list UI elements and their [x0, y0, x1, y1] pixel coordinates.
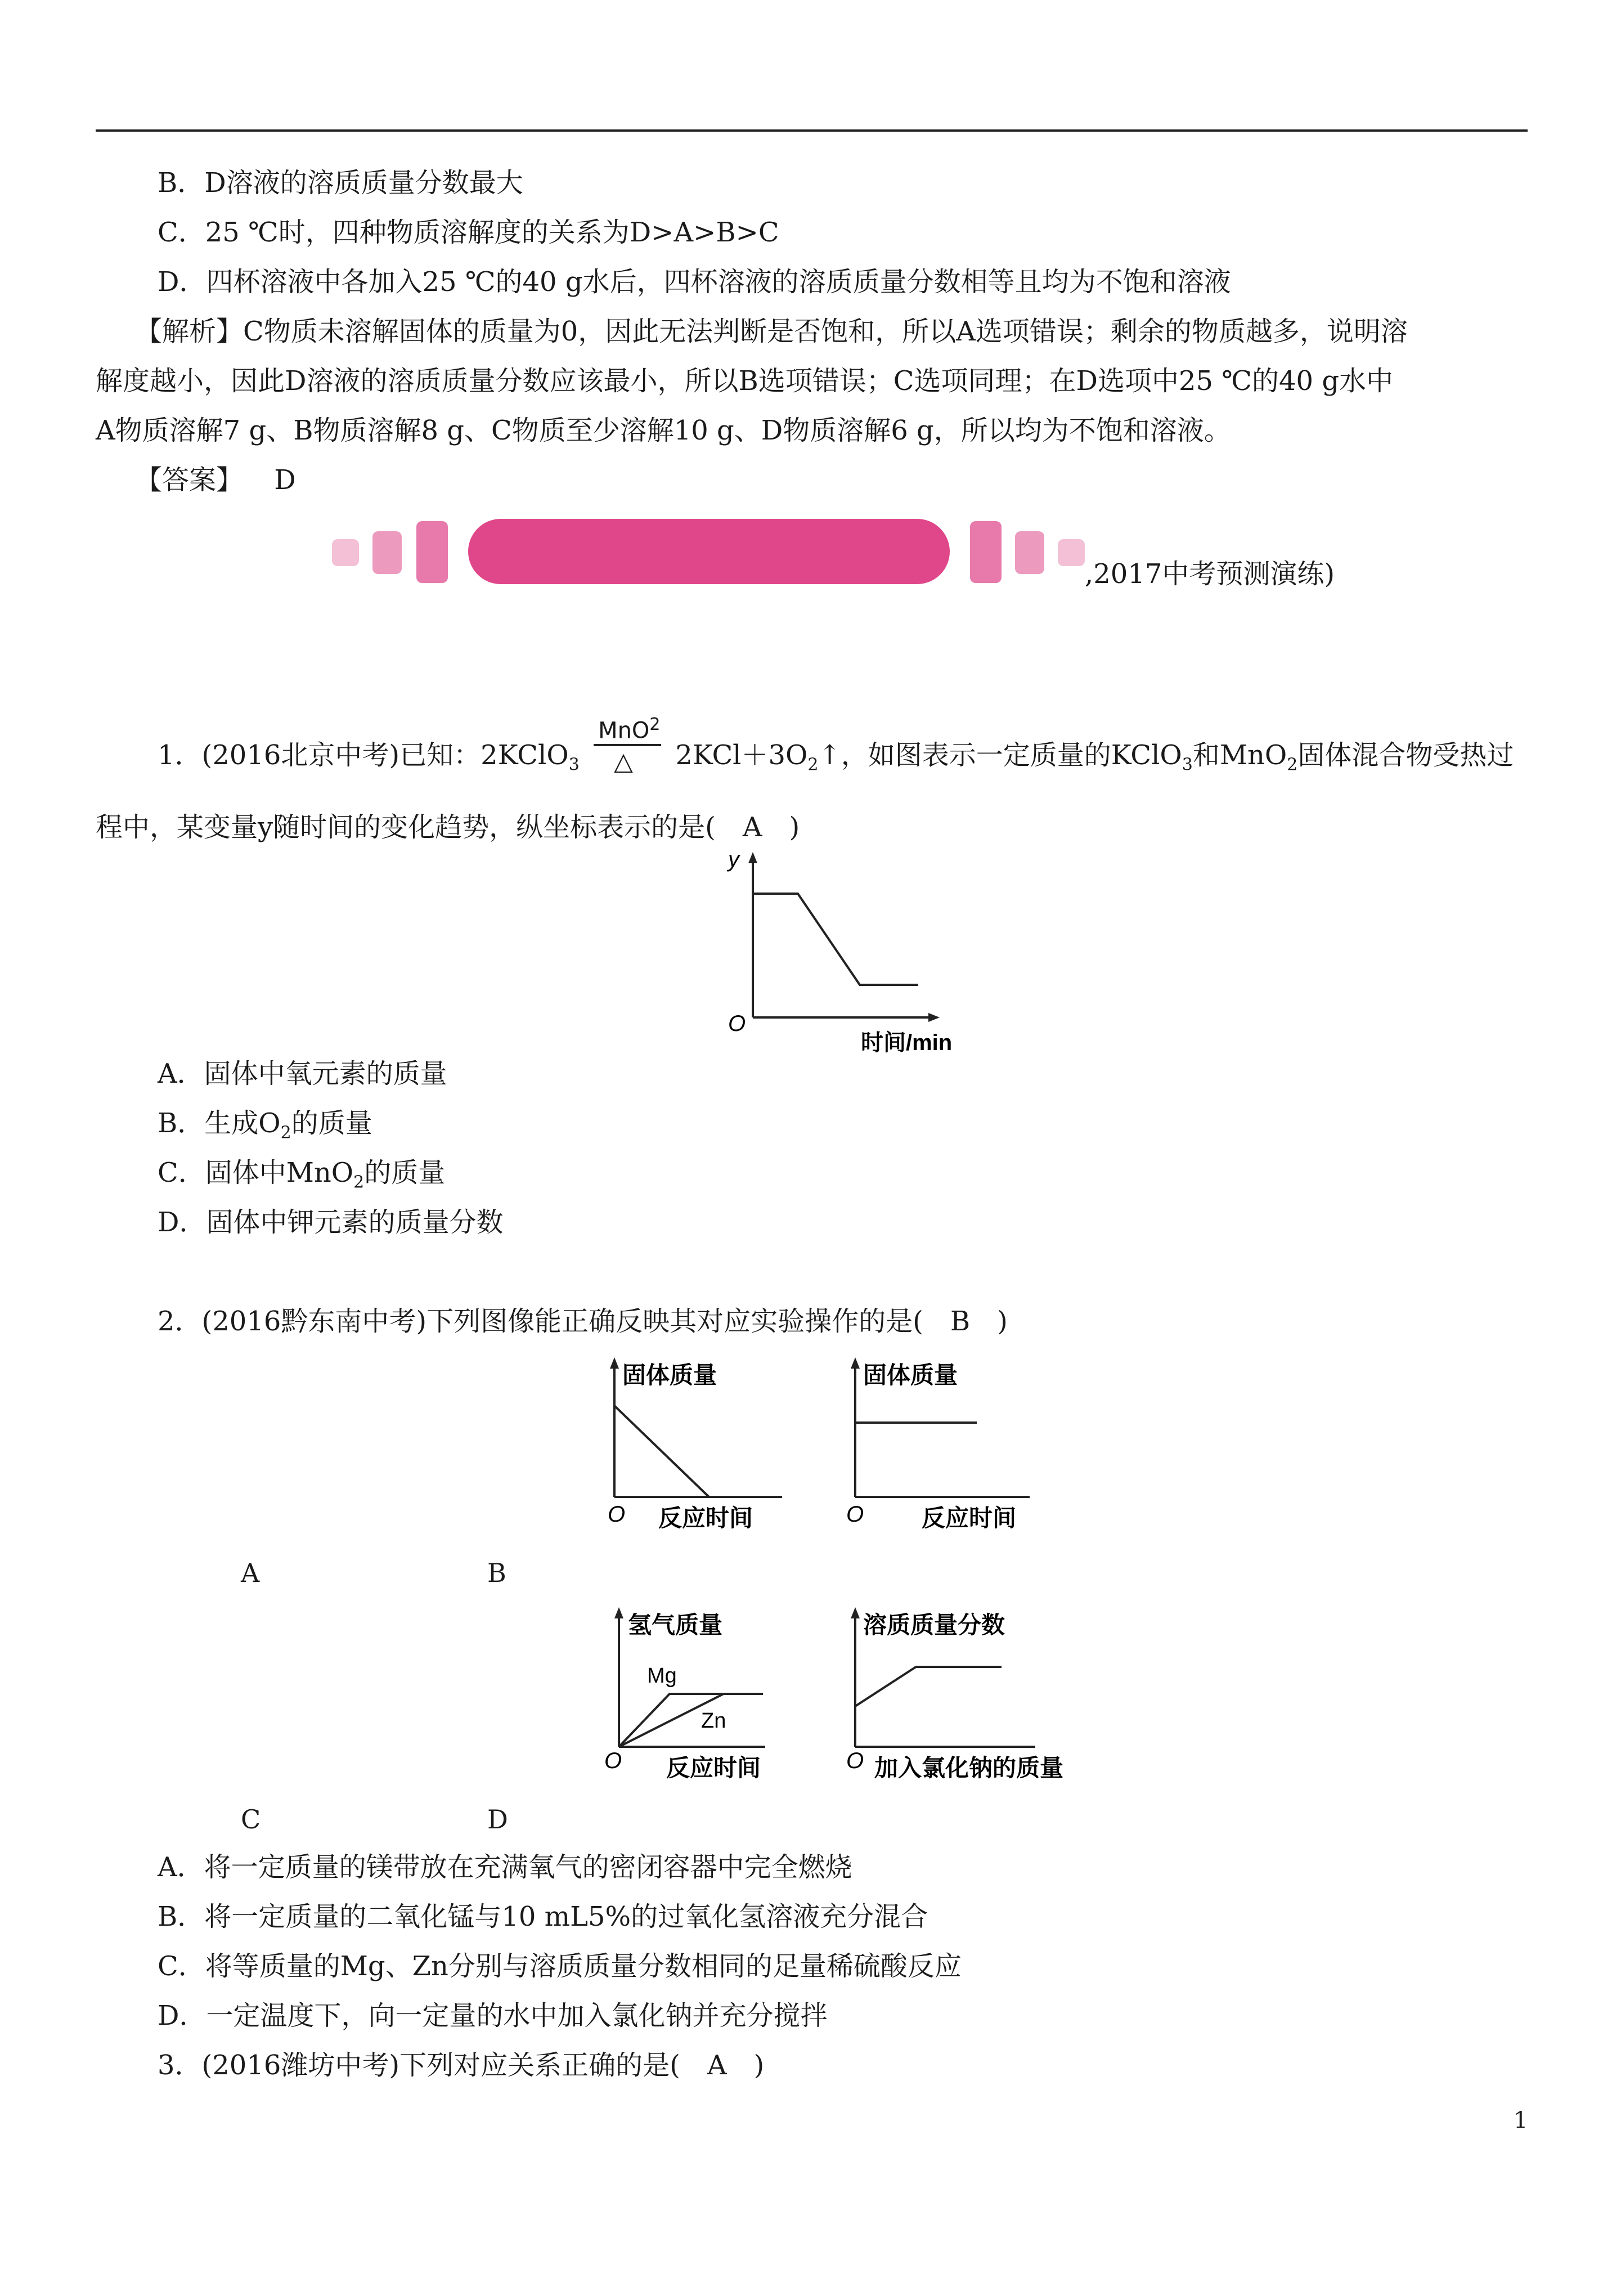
q1-products-a: 2KCl＋3O — [675, 739, 808, 771]
q1-products-d: 固体混合物受热过 — [1297, 739, 1514, 771]
q3-stem: 3．(2016潍坊中考)下列对应关系正确的是( A ) — [158, 2050, 765, 2081]
q1-products-c: 和MnO — [1192, 739, 1287, 771]
q1-heat-symbol: △ — [614, 747, 633, 776]
q2-option-c: C．将等质量的Mg、Zn分别与溶质质量分数相同的足量稀硫酸反应 — [158, 1950, 962, 1982]
q1-stem-line-1: 1．(2016北京中考)已知：2KClO$_3$ MnO$^2$ △ $2KCl+3O_2↑$，如图表示一定质量的KClO$_3$和MnO$_2$固体混合物受热过 — [158, 738, 1514, 782]
q2-option-a: A．将一定质量的镁带放在充满氧气的密闭容器中完全燃烧 — [158, 1851, 852, 1883]
q2-option-d: D．一定温度下，向一定量的水中加入氯化钠并充分搅拌 — [158, 2000, 828, 2032]
q2-chart-a-line — [614, 1406, 709, 1497]
option-c-top: C．25 ℃时，四种物质溶解度的关系为D>A>B>C — [158, 217, 779, 248]
answer-label: 【答案】 — [135, 464, 244, 496]
q2-chart-d-y-arrow — [851, 1607, 860, 1618]
q1-option-b: B．生成$O_2$的质量 — [158, 1107, 372, 1143]
q1-chart-x-arrow — [928, 1013, 940, 1022]
q2-chart-c-x-label: 反应时间 — [666, 1755, 761, 1781]
q2-chart-c-y-label: 氢气质量 — [628, 1612, 723, 1638]
q2-chart-d-y-label: 溶质质量分数 — [863, 1612, 1005, 1638]
page-number: 1 — [1514, 2107, 1528, 2133]
q2-chart-a-y-arrow — [610, 1357, 619, 1369]
q1-prefix: 1．(2016北京中考)已知：2KClO — [158, 739, 569, 771]
banner-deco-left-2 — [372, 531, 402, 574]
q1-reaction-arrow — [594, 714, 661, 776]
option-b-top: B．D溶液的溶质质量分数最大 — [158, 167, 523, 199]
header-rule — [96, 129, 1528, 132]
q2-chart-d-line — [855, 1667, 1002, 1706]
banner-deco-left-1 — [332, 539, 359, 566]
q2-chart-d-origin: O — [846, 1748, 864, 1773]
q2-chart-a — [596, 1349, 788, 1535]
q1-catalyst: MnO$^2$ — [598, 714, 661, 743]
q2-option-b: B．将一定质量的二氧化锰与10 mL5%的过氧化氢溶液充分混合 — [158, 1901, 928, 1932]
q1-option-c: C．固体中MnO$_2$的质量 — [158, 1157, 446, 1192]
q2-chart-c — [596, 1599, 788, 1785]
analysis-line-3: A物质溶解7 g、B物质溶解8 g、C物质至少溶解10 g、D物质溶解6 g，所以均为不饱和溶液。 — [96, 415, 1231, 446]
q2-caption-d: D — [487, 1804, 508, 1835]
banner-deco-left-3 — [416, 521, 448, 583]
banner-deco-right-2 — [1015, 531, 1044, 574]
q2-caption-a: A — [241, 1558, 260, 1588]
q1-option-a: A．固体中氧元素的质量 — [158, 1058, 447, 1089]
q1-chart-origin: O — [728, 1011, 746, 1036]
q2-chart-b-x-label: 反应时间 — [922, 1505, 1017, 1531]
q2-chart-a-origin: O — [608, 1502, 626, 1527]
banner-title: ,2017中考预测演练) — [1085, 558, 1335, 590]
q2-chart-c-series-zn: Zn — [701, 1709, 726, 1733]
q2-chart-c-origin: O — [604, 1748, 622, 1773]
q2-chart-d — [833, 1599, 1103, 1785]
banner-deco-right-3 — [1058, 539, 1085, 566]
q1-chart — [720, 844, 973, 1058]
q1-stem-line-2: 程中，某变量y随时间的变化趋势，纵坐标表示的是( A ) — [96, 811, 800, 843]
q2-chart-c-series-mg: Mg — [647, 1664, 677, 1688]
q1-option-d: D．固体中钾元素的质量分数 — [158, 1207, 504, 1238]
q2-chart-d-x-label: 加入氯化钠的质量 — [874, 1755, 1064, 1781]
q2-chart-a-x-label: 反应时间 — [658, 1505, 753, 1531]
analysis-line-1: 【解析】C物质未溶解固体的质量为0，因此无法判断是否饱和，所以A选项错误；剩余的物质越多，说明溶 — [135, 316, 1408, 347]
analysis-line-2: 解度越小，因此D溶液的溶质质量分数应该最小，所以B选项错误；C选项同理；在D选项中25 ℃的40 g水中 — [96, 365, 1394, 397]
q1-prefix-sub: 3 — [568, 755, 580, 775]
q1-chart-line — [753, 894, 918, 985]
q2-chart-c-y-arrow — [614, 1607, 623, 1618]
option-d-top: D．四杯溶液中各加入25 ℃的40 g水后，四杯溶液的溶质质量分数相等且均为不饱和溶液 — [158, 266, 1231, 298]
q1-chart-y-label: y — [728, 847, 739, 872]
q2-chart-b-y-arrow — [851, 1357, 860, 1369]
q2-caption-c: C — [241, 1804, 261, 1835]
banner-pill — [468, 519, 950, 584]
q2-chart-c-mg-line — [619, 1694, 763, 1747]
q2-chart-b-y-label: 固体质量 — [863, 1362, 958, 1388]
q2-chart-a-y-label: 固体质量 — [622, 1362, 717, 1388]
banner-deco-right-1 — [970, 521, 1002, 583]
answer-value: D — [274, 464, 296, 496]
q1-products-b: ↑，如图表示一定质量的KClO — [818, 739, 1182, 771]
q2-caption-b: B — [487, 1558, 506, 1588]
q2-stem: 2．(2016黔东南中考)下列图像能正确反映其对应实验操作的是( B ) — [158, 1306, 1008, 1337]
answer-line — [135, 463, 296, 497]
q1-chart-x-label: 时间/min — [861, 1030, 953, 1055]
q2-chart-b — [833, 1349, 1035, 1535]
q1-chart-y-arrow — [748, 852, 757, 863]
q2-chart-b-origin: O — [846, 1502, 864, 1527]
